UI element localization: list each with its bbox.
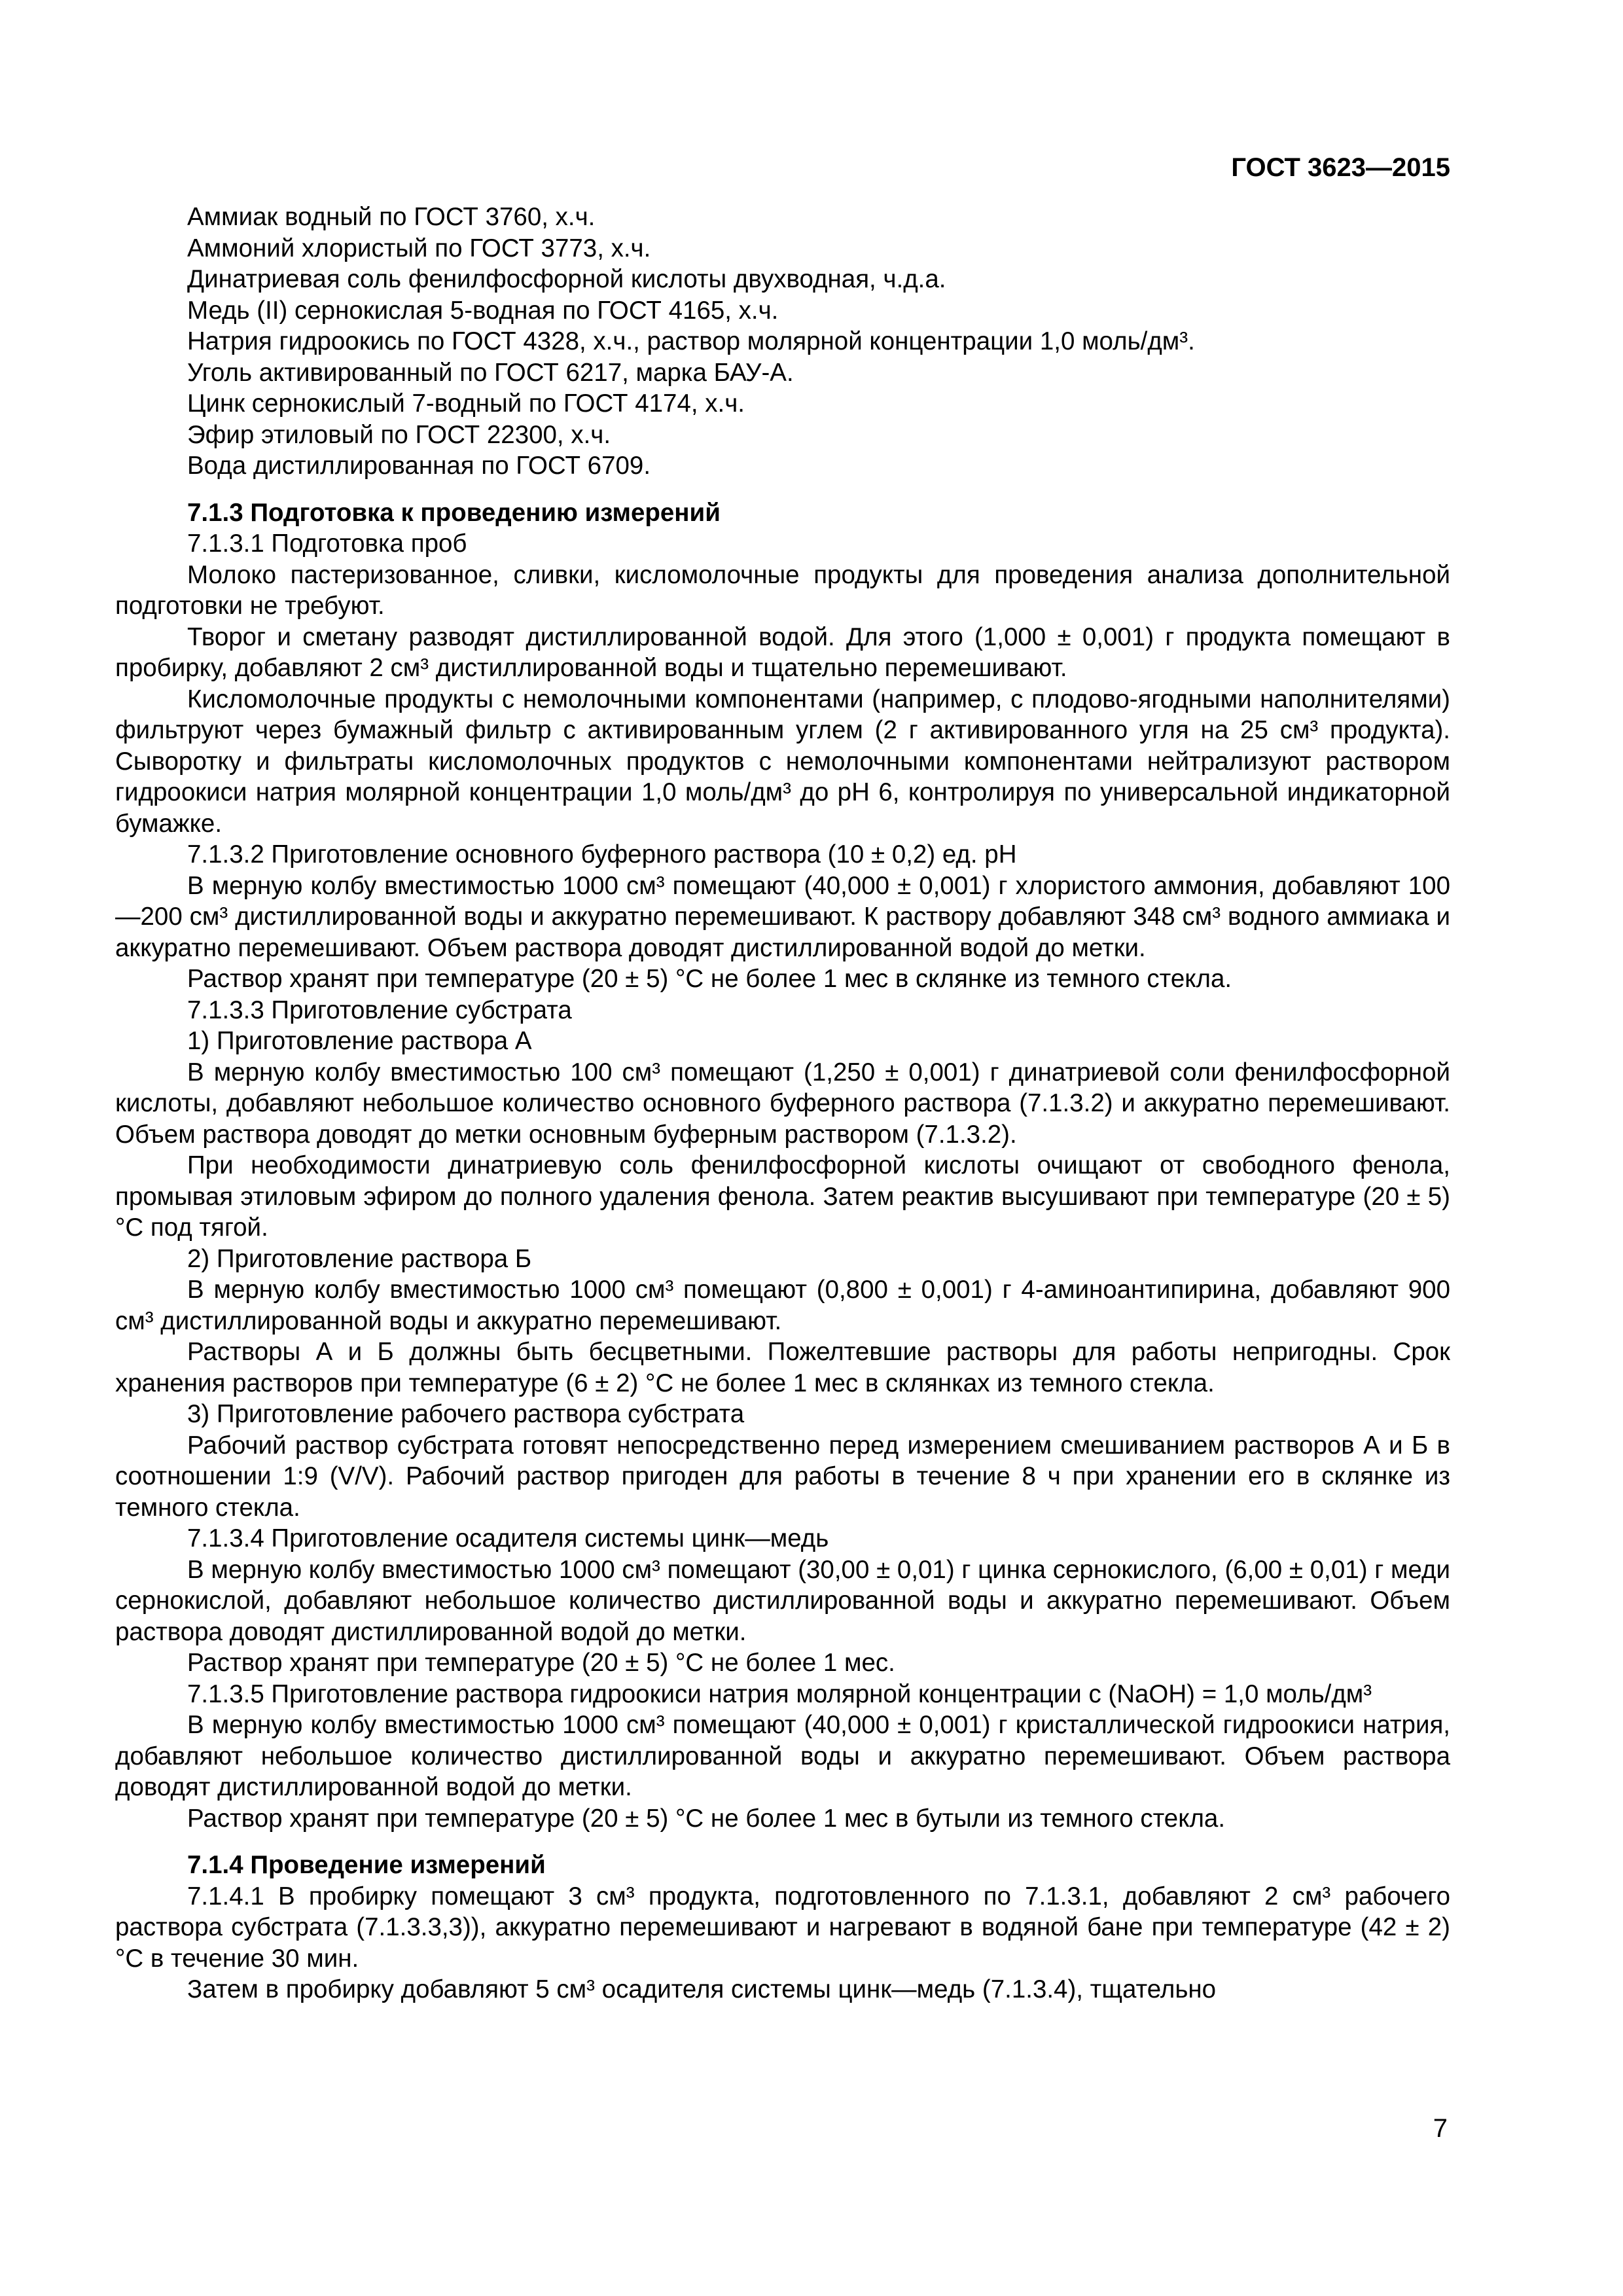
reagent-item: Натрия гидроокись по ГОСТ 4328, х.ч., раствор молярной концентрации 1,0 моль/дм³.: [187, 327, 1195, 355]
paragraph: Раствор хранят при температуре (20 ± 5) °С не более 1 мес.: [187, 1649, 895, 1677]
paragraph: Раствор хранят при температуре (20 ± 5) °С не более 1 мес в склянке из темного стекла.: [187, 965, 1232, 993]
paragraph: В мерную колбу вместимостью 1000 см³ помещают (40,000 ± 0,001) г хлористого аммония, добавляют 100—200 см³ дистиллированной воды и аккуратно перемешивают. К раствору добавляют 348 см³ водного аммиака и аккуратно перемешивают. Объем раствора доводят дистиллированной водой до метки.: [115, 871, 1450, 962]
paragraph: В мерную колбу вместимостью 100 см³ помещают (1,250 ± 0,001) г динатриевой соли фенилфосфорной кислоты, добавляют небольшое количество основного буферного раствора (7.1.3.2) и аккуратно перемешивают. Объем раствора доводят до метки основным буферным раствором (7.1.3.2).: [115, 1058, 1450, 1149]
reagent-item: Аммоний хлористый по ГОСТ 3773, х.ч.: [187, 234, 651, 262]
paragraph: При необходимости динатриевую соль фенилфосфорной кислоты очищают от свободного фенола, промывая этиловым эфиром до полного удаления фенола. Затем реактив высушивают при температуре (20 ± 5) °С под тягой.: [115, 1151, 1450, 1242]
paragraph: Рабочий раствор субстрата готовят непосредственно перед измерением смешиванием растворов А и Б в соотношении 1:9 (V/V). Рабочий раствор пригоден для работы в течение 8 ч при хранении его в склянке из темного стекла.: [115, 1431, 1450, 1522]
reagent-item: Цинк сернокислый 7-водный по ГОСТ 4174, х.ч.: [187, 389, 745, 418]
reagent-list: [115, 202, 1450, 482]
paragraph: В мерную колбу вместимостью 1000 см³ помещают (40,000 ± 0,001) г кристаллической гидроокиси натрия, добавляют небольшое количество дистиллированной воды и аккуратно перемешивают. Объем раствора доводят дистиллированной водой до метки.: [115, 1711, 1450, 1801]
paragraph: 7.1.3.1 Подготовка проб: [187, 529, 467, 558]
paragraph: В мерную колбу вместимостью 1000 см³ помещают (30,00 ± 0,01) г цинка сернокислого, (6,00 ± 0,01) г меди сернокислой, добавляют небольшое количество дистиллированной воды и аккуратно перемешивают. Объем раствора доводят дистиллированной водой до метки.: [115, 1555, 1450, 1646]
reagent-item: Уголь активированный по ГОСТ 6217, марка БАУ-А.: [187, 358, 794, 387]
paragraph: 7.1.4.1 В пробирку помещают 3 см³ продукта, подготовленного по 7.1.3.1, добавляют 2 см³ рабочего раствора субстрата (7.1.3.3,3)), аккуратно перемешивают и нагревают в водяной бане при температуре (42 ± 2) °С в течение 30 мин.: [115, 1882, 1450, 1973]
paragraph: Затем в пробирку добавляют 5 см³ осадителя системы цинк—медь (7.1.3.4), тщательно: [187, 1975, 1217, 2003]
document-standard-header: ГОСТ 3623—2015: [1231, 153, 1450, 182]
reagent-item: Вода дистиллированная по ГОСТ 6709.: [187, 452, 651, 480]
paragraph: 7.1.3.4 Приготовление осадителя системы цинк—медь: [187, 1524, 829, 1552]
paragraph: В мерную колбу вместимостью 1000 см³ помещают (0,800 ± 0,001) г 4-аминоантипирина, добавляют 900 см³ дистиллированной воды и аккуратно перемешивают.: [115, 1276, 1450, 1335]
paragraph: 7.1.3.3 Приготовление субстрата: [187, 996, 572, 1024]
reagent-item: Эфир этиловый по ГОСТ 22300, х.ч.: [187, 420, 611, 449]
paragraph: Раствор хранят при температуре (20 ± 5) °С не более 1 мес в бутыли из темного стекла.: [187, 1804, 1226, 1833]
paragraph: 1) Приготовление раствора А: [187, 1027, 532, 1055]
paragraph: 3) Приготовление рабочего раствора субстрата: [187, 1400, 745, 1428]
paragraph: 7.1.3.5 Приготовление раствора гидроокиси натрия молярной концентрации c (NaOH) = 1,0 моль/дм³: [187, 1679, 1372, 1708]
paragraph: Творог и сметану разводят дистиллированной водой. Для этого (1,000 ± 0,001) г продукта помещают в пробирку, добавляют 2 см³ дистиллированной воды и тщательно перемешивают.: [115, 622, 1450, 682]
paragraph: 7.1.3.2 Приготовление основного буферного раствора (10 ± 0,2) ед. pH: [187, 840, 1017, 869]
reagent-item: Динатриевая соль фенилфосфорной кислоты двухводная, ч.д.а.: [187, 265, 946, 293]
paragraph: Растворы А и Б должны быть бесцветными. Пожелтевшие растворы для работы непригодны. Срок хранения растворов при температуре (6 ± 2) °С не более 1 мес в склянках из темного стекла.: [115, 1338, 1450, 1397]
paragraph: Молоко пастеризованное, сливки, кисломолочные продукты для проведения анализа дополнительной подготовки не требуют.: [115, 560, 1450, 620]
reagent-item: Аммиак водный по ГОСТ 3760, х.ч.: [187, 203, 596, 231]
page-number: 7: [1433, 2114, 1448, 2143]
paragraph: 2) Приготовление раствора Б: [187, 1244, 532, 1273]
section-heading: 7.1.3 Подготовка к проведению измерений: [187, 498, 721, 527]
section-heading: 7.1.4 Проведение измерений: [187, 1851, 546, 1879]
paragraph: Кисломолочные продукты с немолочными компонентами (например, с плодово-ягодными наполнителями) фильтруют через бумажный фильтр с активированным углем (2 г активированного угля на 25 см³ продукта). Сыворотку и фильтраты кисломолочных продуктов с немолочными компонентами нейтрализуют раствором гидроокиси натрия молярной концентрации 1,0 моль/дм³ до pH 6, контролируя по универсальной индикаторной бумажке.: [115, 685, 1450, 838]
document-body: [115, 202, 1450, 2005]
reagent-item: Медь (II) сернокислая 5-водная по ГОСТ 4165, х.ч.: [187, 296, 779, 325]
